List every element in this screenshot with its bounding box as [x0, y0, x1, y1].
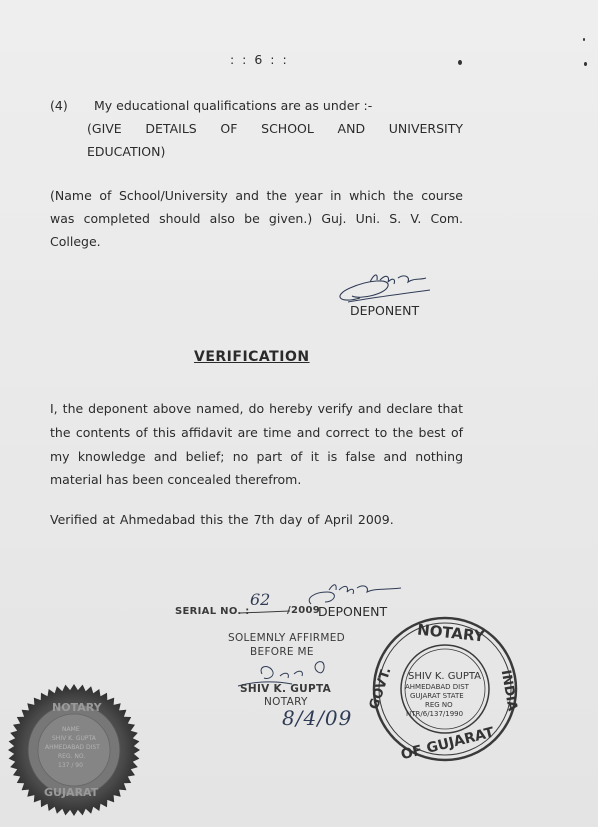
deponent-label-1: DEPONENT: [350, 303, 420, 318]
verification-line-1: I, the deponent above named, do hereby verify and declare that: [50, 401, 463, 416]
details-line-2: EDUCATION): [87, 144, 166, 159]
item-text: My educational qualifications are as under :-: [94, 98, 373, 113]
round-stamp-line-3: GUJARAT STATE: [410, 692, 464, 700]
round-stamp-ring-bottom: OF GUJARAT: [399, 724, 496, 764]
item-number: (4): [50, 98, 68, 113]
notary-name: SHIV K. GUPTA: [240, 683, 332, 695]
seal-line-5: 137 / 90: [58, 762, 83, 769]
serial-year: /2009: [287, 605, 320, 616]
seal-ring-bottom: GUJARAT: [44, 786, 99, 799]
round-stamp-line-2: AHMEDABAD DIST: [405, 683, 469, 691]
note-line-2: was completed should also be given.) Guj. Uni. S. V. Com.: [50, 211, 463, 226]
note-line-3: College.: [50, 234, 101, 249]
scan-speck: [583, 38, 585, 41]
seal-line-2: SHIV K. GUPTA: [52, 735, 96, 742]
deponent-label-2: DEPONENT: [318, 604, 388, 619]
round-stamp-ring-right: INDIA: [497, 668, 520, 713]
verified-at-line: Verified at Ahmedabad this the 7th day of April 2009.: [50, 512, 394, 527]
round-stamp-line-4: REG NO: [425, 701, 453, 709]
scan-speck: [458, 60, 462, 65]
round-stamp-ring-left: GOVT.: [366, 665, 395, 712]
seal-line-4: REG. NO.: [58, 753, 86, 760]
round-stamp-line-5: NTR/6/137/1990: [406, 710, 464, 718]
verification-line-2: the contents of this affidavit are time and correct to the best of: [50, 425, 463, 440]
notary-title: NOTARY: [264, 696, 308, 708]
note-line-1: (Name of School/University and the year in which the course: [50, 188, 463, 203]
solemnly-affirmed: SOLEMNLY AFFIRMED: [228, 632, 346, 644]
round-stamp-line-1: SHIV K. GUPTA: [408, 671, 482, 682]
details-line-1: (GIVE DETAILS OF SCHOOL AND UNIVERSITY: [87, 121, 463, 136]
notary-date: 8/4/09: [282, 706, 353, 730]
serial-number: 62: [250, 590, 271, 609]
verification-line-3: my knowledge and belief; no part of it is false and nothing: [50, 449, 463, 464]
page-number: : : 6 : :: [230, 52, 289, 67]
serial-label: SERIAL NO. :: [175, 606, 250, 617]
scan-speck: [584, 62, 587, 66]
seal-line-1: NAME: [62, 726, 80, 733]
verification-heading: VERIFICATION: [194, 349, 310, 365]
verification-line-4: material has been concealed therefrom.: [50, 472, 302, 487]
before-me: BEFORE ME: [250, 646, 314, 658]
seal-line-3: AHMEDABAD DIST: [45, 744, 100, 751]
seal-ring-top: NOTARY: [52, 701, 102, 714]
round-stamp-ring-top: NOTARY: [416, 620, 486, 646]
